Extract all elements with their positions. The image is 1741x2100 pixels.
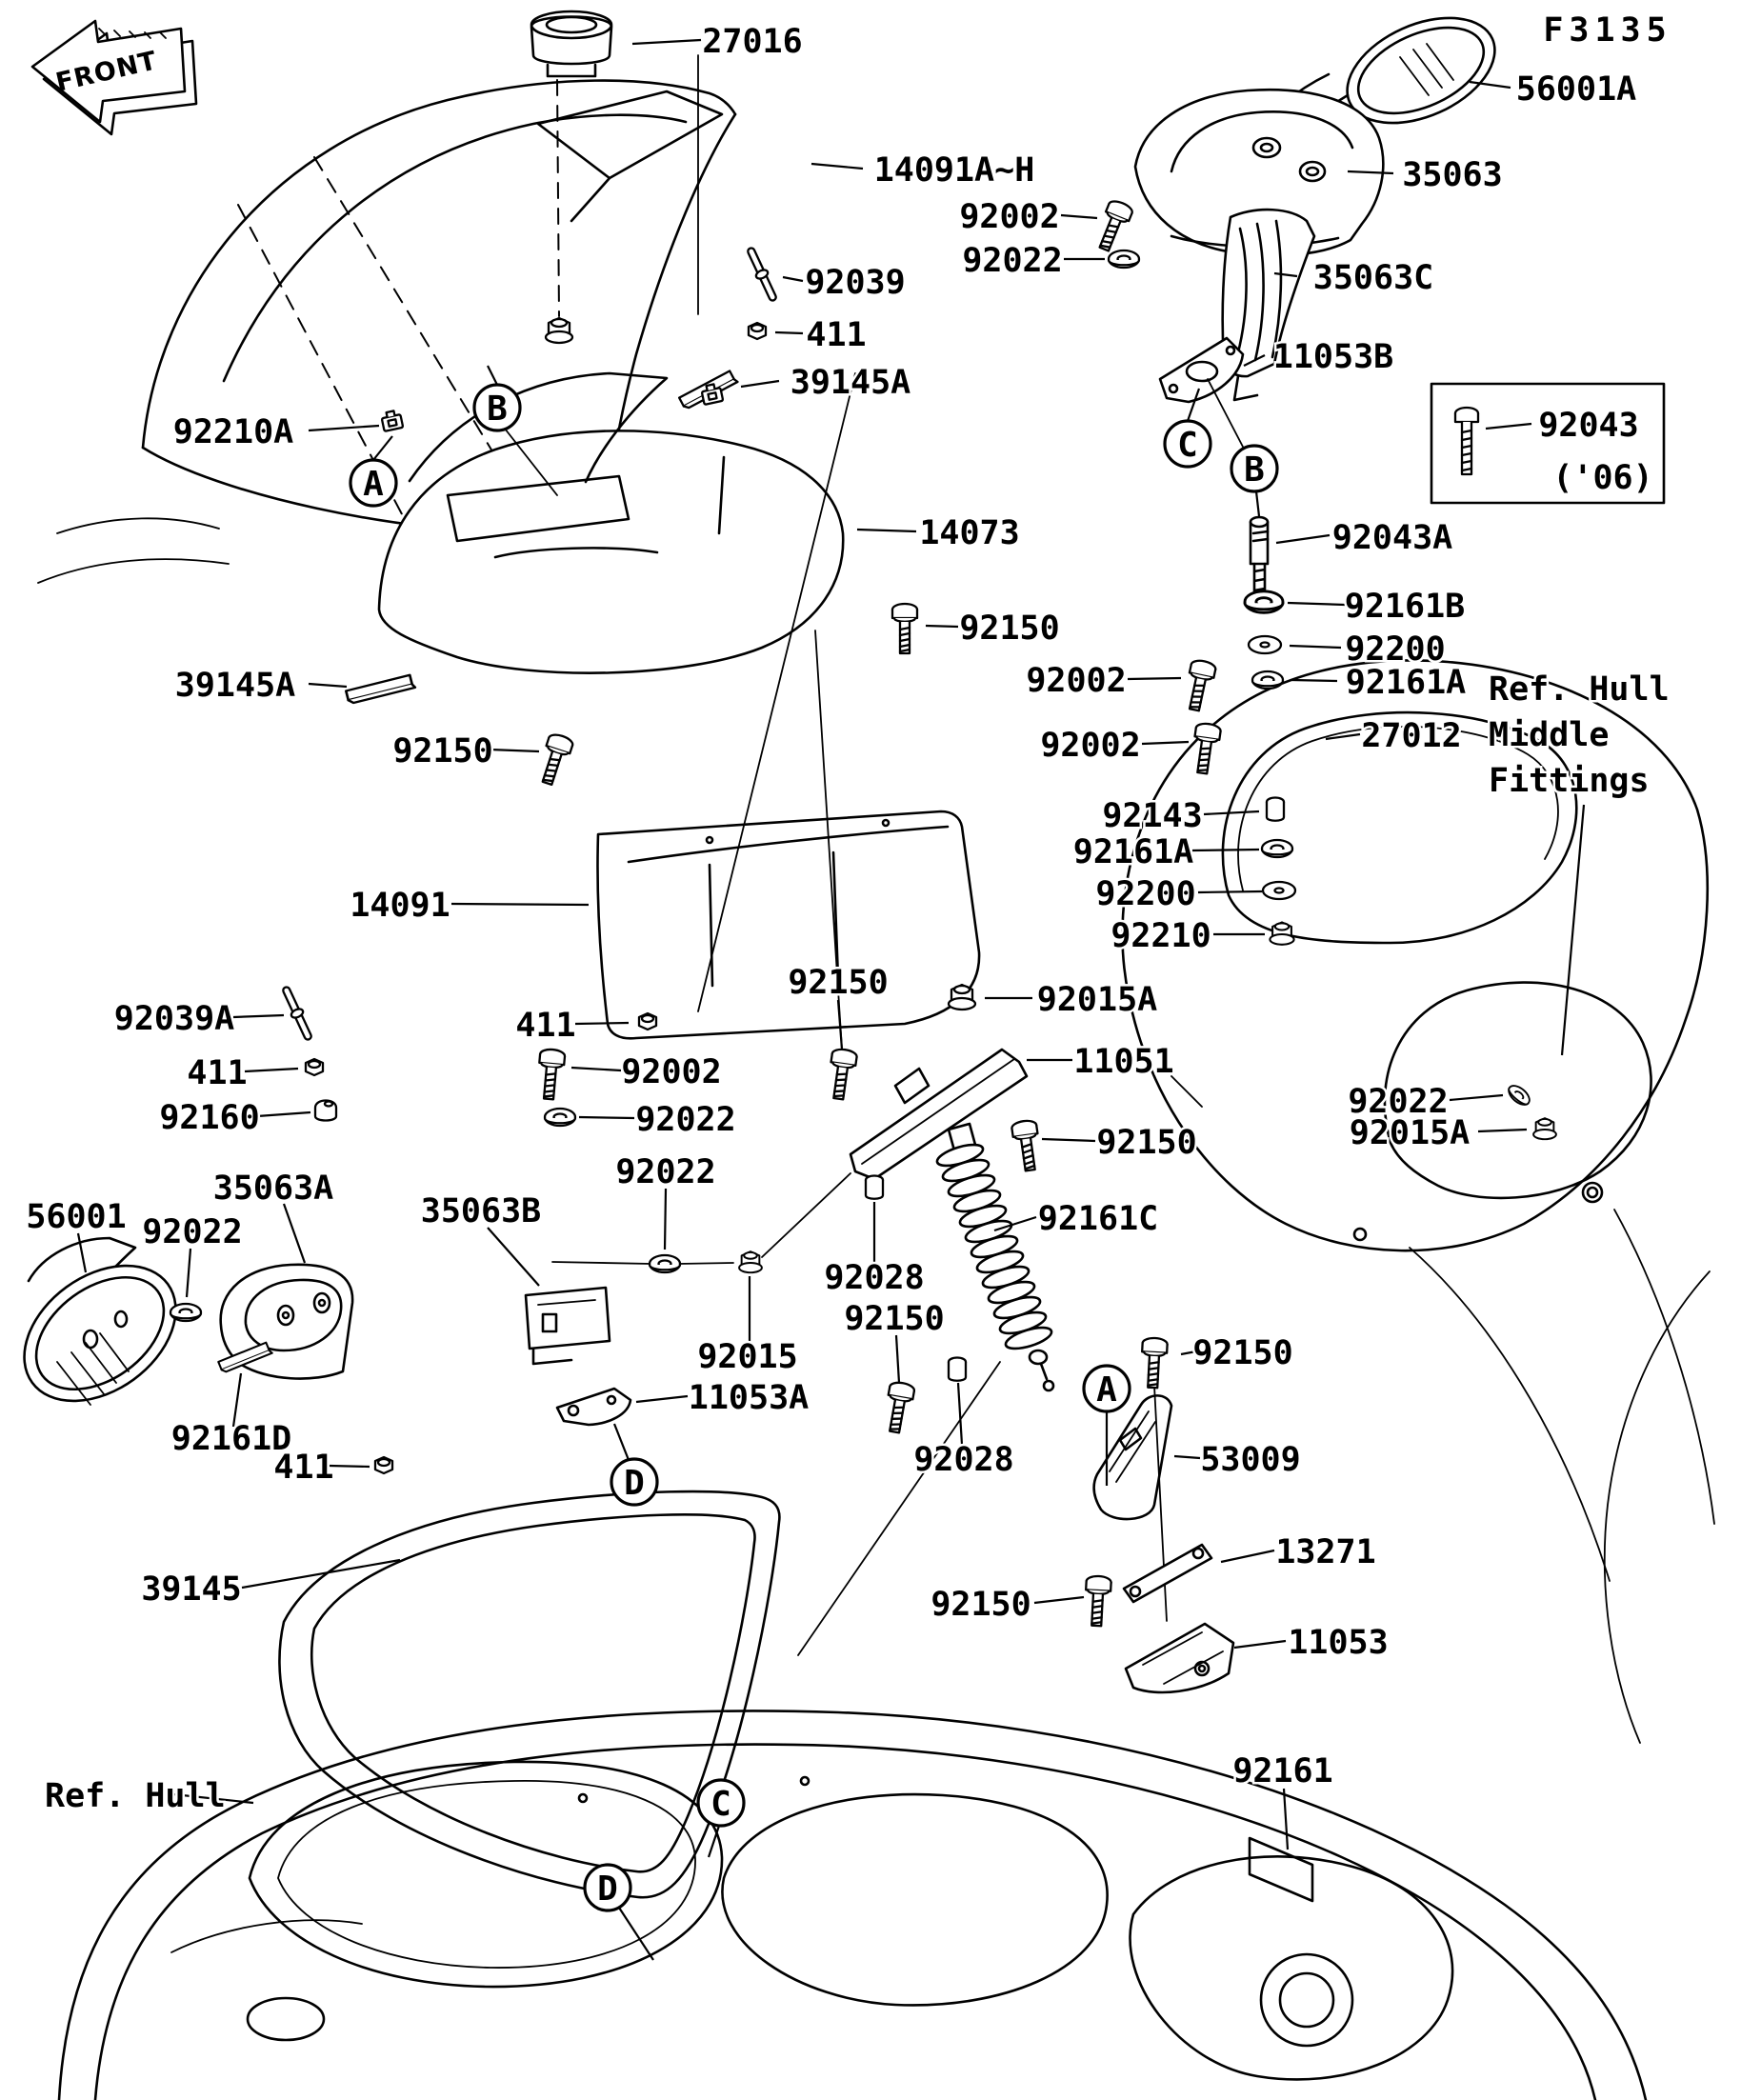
part-label-14073: 14073 (919, 514, 1020, 552)
part-label-92002: 92002 (1040, 727, 1141, 765)
part-label-92143: 92143 (1102, 797, 1203, 835)
part-label-92022: 92022 (615, 1153, 716, 1191)
part-label-27016: 27016 (702, 23, 803, 61)
callout-letter-c: C (710, 1785, 731, 1824)
pin-icon (744, 246, 779, 303)
leader-line (896, 1335, 899, 1383)
part-label-92150: 92150 (1192, 1334, 1293, 1372)
leader-line (811, 164, 863, 169)
leader-line (665, 1189, 666, 1250)
callout-letter-d: D (624, 1464, 645, 1503)
bolt-icon (1084, 1575, 1111, 1626)
part-label-35063b: 35063B (420, 1192, 542, 1230)
leader-line (233, 1373, 241, 1427)
washer-icon (1109, 250, 1139, 268)
part-label-39145a: 39145A (174, 667, 296, 705)
leader-line (1291, 680, 1337, 681)
part-label-92160: 92160 (159, 1099, 260, 1137)
part-label-39145: 39145 (141, 1570, 242, 1609)
leader-line (1061, 215, 1097, 218)
part-label-411: 411 (187, 1054, 248, 1092)
leader-line (1142, 742, 1189, 744)
leader-line (1276, 535, 1330, 543)
part-label-ref-hull: Ref. Hull (1489, 670, 1670, 709)
part-label-14091a-h: 14091A~H (873, 151, 1035, 190)
part-label-06: ('06) (1552, 459, 1653, 497)
leader-line (1284, 1789, 1288, 1850)
part-label-92043a: 92043A (1331, 519, 1453, 557)
washer-icon (170, 1304, 201, 1321)
part-label-35063a: 35063A (212, 1170, 334, 1208)
part-label-27012: 27012 (1361, 717, 1462, 755)
bushing-icon (949, 1358, 966, 1381)
part-label-92161a: 92161A (1072, 833, 1194, 871)
leader-line (1174, 1456, 1200, 1458)
part-label-92161b: 92161B (1344, 588, 1466, 626)
bushing-icon (866, 1176, 883, 1199)
leader-line (783, 277, 803, 281)
part-label-92150: 92150 (959, 610, 1060, 648)
leader-line (1290, 646, 1341, 648)
part-label-92022: 92022 (1348, 1083, 1449, 1121)
leader-line (1486, 424, 1531, 429)
bolt-icon (1011, 1119, 1043, 1171)
part-label-ref-hull: Ref. Hull (45, 1777, 226, 1815)
nut-icon (739, 1251, 762, 1272)
callout-leader-line (614, 1424, 629, 1460)
clip-icon (381, 410, 404, 431)
leader-line (488, 1228, 539, 1286)
leader-line (187, 1249, 190, 1297)
part-label-92200: 92200 (1095, 875, 1196, 913)
leader-line (857, 530, 916, 531)
part-label-92161c: 92161C (1037, 1200, 1159, 1238)
leader-line (309, 684, 347, 687)
part-label-92150: 92150 (1096, 1124, 1197, 1162)
part-drawing-plate-11053a (557, 1389, 630, 1425)
leader-line (632, 40, 701, 44)
callout-leader-line (709, 1826, 719, 1857)
part-label-92161d: 92161D (170, 1420, 292, 1458)
bolt-icon (882, 1381, 915, 1434)
part-label-53009: 53009 (1200, 1441, 1301, 1479)
bolt-icon (1092, 198, 1134, 253)
leader-line (1221, 1550, 1274, 1562)
part-label-92150: 92150 (392, 732, 493, 770)
part-label-92043: 92043 (1538, 407, 1639, 445)
nut-icon (375, 1457, 392, 1473)
part-label-92022: 92022 (142, 1213, 243, 1251)
nut-icon (1533, 1118, 1556, 1139)
part-drawing-fuel-cap (531, 11, 698, 316)
part-label-92022: 92022 (635, 1101, 736, 1139)
bolt-icon (892, 604, 917, 653)
leader-line (451, 904, 589, 905)
callout-letter-a: A (363, 465, 384, 504)
part-label-13271: 13271 (1275, 1533, 1376, 1571)
part-label-11053b: 11053B (1272, 338, 1394, 376)
leader-line (1198, 891, 1262, 892)
callout-leader-line (1256, 491, 1259, 516)
nut-icon (949, 985, 975, 1010)
nut-icon (749, 323, 766, 339)
leader-line (1288, 603, 1345, 605)
nut-icon (306, 1059, 323, 1075)
part-drawing-trim-seal (279, 1491, 779, 1897)
leader-line (309, 426, 379, 430)
part-drawing-strap-13271 (1124, 1545, 1211, 1602)
leader-line (245, 1069, 298, 1071)
leader-line (741, 381, 779, 387)
leader-line (571, 1068, 621, 1070)
washer-icon (1262, 840, 1292, 857)
bolt-icon (826, 1048, 857, 1100)
part-label-92002: 92002 (621, 1053, 722, 1091)
pin-icon (279, 985, 314, 1042)
leader-line (330, 1466, 370, 1467)
leader-line (233, 1015, 284, 1017)
part-drawing-plate-11053b (1160, 338, 1243, 402)
front-arrow-icon (32, 21, 196, 134)
leader-line (257, 1112, 310, 1116)
part-label-411: 411 (806, 316, 867, 354)
bushing-icon (1267, 798, 1284, 821)
leader-line (579, 1117, 634, 1118)
washer-icon (1252, 671, 1283, 689)
part-drawing-splash-guard (597, 811, 979, 1038)
part-label-92039: 92039 (805, 264, 906, 302)
part-label-92015a: 92015A (1349, 1114, 1471, 1152)
callout-leader-line (488, 366, 497, 385)
leader-line (1234, 1641, 1286, 1648)
part-label-11053: 11053 (1288, 1624, 1389, 1662)
leader-line (575, 1023, 629, 1024)
part-label-92210: 92210 (1111, 917, 1211, 955)
part-label-fittings: Fittings (1489, 762, 1650, 800)
part-label-92015a: 92015A (1036, 981, 1158, 1019)
bolt-icon (1182, 659, 1216, 712)
callout-letter-d: D (597, 1870, 618, 1909)
callout-leader-line (373, 436, 392, 460)
part-label-f3135: F3135 (1543, 11, 1672, 50)
bolt-icon (536, 1049, 565, 1100)
leader-line (958, 1383, 962, 1445)
part-label-411: 411 (515, 1007, 576, 1045)
callout-letter-c: C (1177, 426, 1198, 465)
part-drawing-hull-bottom (59, 1271, 1710, 2100)
leader-line (926, 626, 958, 627)
washer-icon (1249, 636, 1281, 653)
part-label-92028: 92028 (824, 1259, 925, 1297)
part-label-92200: 92200 (1345, 630, 1446, 669)
part-label-92150: 92150 (931, 1586, 1031, 1624)
part-label-11053a: 11053A (688, 1379, 810, 1417)
part-label-39145a: 39145A (790, 364, 911, 402)
part-label-92161: 92161 (1232, 1752, 1333, 1790)
nut-icon (1270, 922, 1293, 944)
bolt-icon (535, 732, 574, 787)
washer-icon (1263, 882, 1295, 899)
part-drawing-label-plate-92161 (1250, 1838, 1312, 1901)
part-label-middle: Middle (1489, 716, 1610, 754)
leader-line (1042, 1139, 1095, 1141)
callout-letter-b: B (1244, 450, 1265, 490)
leader-line (1034, 1597, 1084, 1603)
part-drawing-damper-spring (798, 1124, 1053, 1655)
part-label-14091: 14091 (350, 887, 450, 925)
leader-line (775, 332, 803, 333)
part-label-92028: 92028 (913, 1441, 1014, 1479)
nut-icon (639, 1013, 656, 1030)
front-label: FRONT (52, 46, 161, 98)
part-drawing-storage-console (379, 373, 843, 673)
washer-icon (545, 1109, 575, 1126)
washer-icon (1245, 591, 1283, 613)
callout-letter-a: A (1096, 1370, 1117, 1410)
part-label-92150: 92150 (844, 1300, 945, 1338)
part-label-11051: 11051 (1073, 1043, 1174, 1081)
part-label-92015: 92015 (697, 1338, 798, 1376)
grommet-icon (315, 1101, 336, 1121)
part-label-92022: 92022 (962, 242, 1063, 280)
part-label-35063c: 35063C (1312, 259, 1434, 297)
washer-icon (650, 1255, 680, 1272)
part-label-35063: 35063 (1402, 156, 1503, 194)
part-label-56001: 56001 (26, 1198, 127, 1236)
leader-line (78, 1233, 86, 1272)
part-label-92150: 92150 (788, 964, 889, 1002)
part-label-56001a: 56001A (1515, 70, 1637, 109)
part-label-92161a: 92161A (1345, 664, 1467, 702)
part-label-92002: 92002 (959, 198, 1060, 236)
leader-line (636, 1396, 688, 1402)
part-label-92210a: 92210A (172, 413, 294, 451)
bolt-icon (1140, 1337, 1168, 1388)
leader-line (284, 1204, 305, 1263)
part-label-92002: 92002 (1026, 662, 1127, 700)
part-label-92039a: 92039A (113, 1000, 235, 1038)
leader-line (490, 750, 539, 751)
part-label-411: 411 (273, 1449, 334, 1487)
part-drawing-bracket-11053 (1126, 1624, 1233, 1692)
callout-letter-b: B (487, 390, 508, 429)
part-drawing-mirror-left (0, 1238, 201, 1430)
leader-line (1128, 678, 1181, 679)
nut-icon (546, 318, 572, 343)
